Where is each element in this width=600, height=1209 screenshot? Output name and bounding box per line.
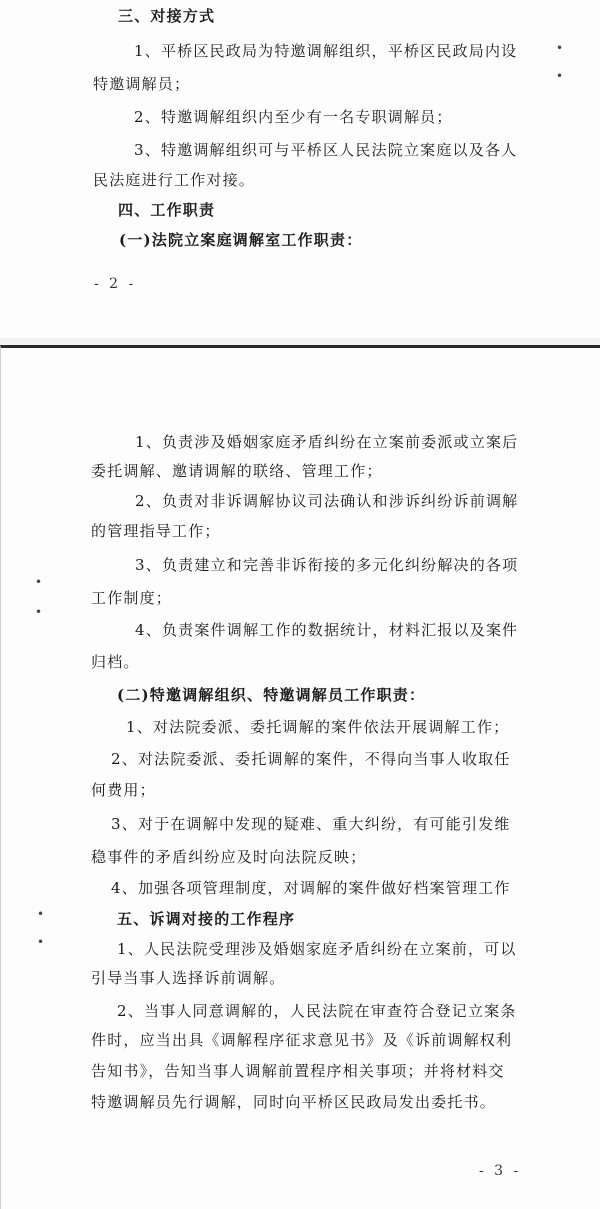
paragraph-line: 3、负责建立和完善非诉衔接的多元化纠纷解决的各项 <box>135 556 519 574</box>
section-heading-procedure: 五、诉调对接的工作程序 <box>117 910 296 928</box>
paragraph-line: 1、平桥区民政局为特邀调解组织，平桥区民政局内设 <box>134 42 518 60</box>
paragraph-line: 1、负责涉及婚姻家庭矛盾纠纷在立案前委派或立案后 <box>135 433 519 451</box>
paragraph-line: 的管理指导工作； <box>91 522 221 540</box>
subsection-heading-mediation-organizations: (二)特邀调解组织、特邀调解员工作职责： <box>117 686 426 704</box>
paragraph-line: 件时，应当出具《调解程序征求意见书》及《诉前调解权利 <box>91 1031 513 1049</box>
scan-mark: • <box>35 575 43 589</box>
paragraph-line: 4、加强各项管理制度，对调解的案件做好档案管理工作 <box>111 879 511 897</box>
paragraph-line: 2、负责对非诉调解协议司法确认和涉诉纠纷诉前调解 <box>135 492 519 510</box>
paragraph-line: 归档。 <box>91 653 140 671</box>
page-gap <box>0 338 600 345</box>
paragraph-line: 稳事件的矛盾纠纷应及时向法院反映； <box>91 848 367 866</box>
paragraph-line: 1、对法院委派、委托调解的案件依法开展调解工作； <box>126 718 510 736</box>
paragraph-line: 工作制度； <box>91 589 173 607</box>
section-heading-docking-method: 三、对接方式 <box>118 7 216 25</box>
scan-mark: • <box>37 935 45 949</box>
scan-mark: • <box>35 605 43 619</box>
paragraph-line: 民法庭进行工作对接。 <box>93 171 256 189</box>
document-page-2 <box>0 0 600 339</box>
subsection-heading-court-mediation-room: (一)法院立案庭调解室工作职责： <box>119 231 363 249</box>
paragraph-line: 何费用； <box>91 781 156 799</box>
paragraph-line: 委托调解、邀请调解的联络、管理工作； <box>91 462 383 480</box>
page-number: - 3 - <box>479 1163 522 1179</box>
scan-mark: • <box>37 907 45 921</box>
section-heading-duties: 四、工作职责 <box>118 201 216 219</box>
scan-mark: • <box>556 69 564 83</box>
paragraph-line: 1、人民法院受理涉及婚姻家庭矛盾纠纷在立案前，可以 <box>117 940 517 958</box>
paragraph-line: 3、特邀调解组织可与平桥区人民法院立案庭以及各人 <box>134 141 518 159</box>
document-page-3 <box>0 345 600 1209</box>
paragraph-line: 特邀调解员； <box>93 75 191 93</box>
paragraph-line: 告知书》，告知当事人调解前置程序相关事项；并将材料交 <box>91 1062 505 1080</box>
paragraph-line: 引导当事人选择诉前调解。 <box>91 969 286 987</box>
paragraph-line: 2、特邀调解组织内至少有一名专职调解员； <box>134 108 453 126</box>
paragraph-line: 2、当事人同意调解的，人民法院在审查符合登记立案条 <box>117 1002 517 1020</box>
paragraph-line: 2、对法院委派、委托调解的案件，不得向当事人收取任 <box>111 750 511 768</box>
page-number: - 2 - <box>94 276 137 292</box>
paragraph-line: 特邀调解员先行调解，同时向平桥区民政局发出委托书。 <box>91 1093 497 1111</box>
paragraph-line: 4、负责案件调解工作的数据统计，材料汇报以及案件 <box>135 621 519 639</box>
paragraph-line: 3、对于在调解中发现的疑难、重大纠纷，有可能引发维 <box>111 815 511 833</box>
scan-mark: • <box>556 41 564 55</box>
